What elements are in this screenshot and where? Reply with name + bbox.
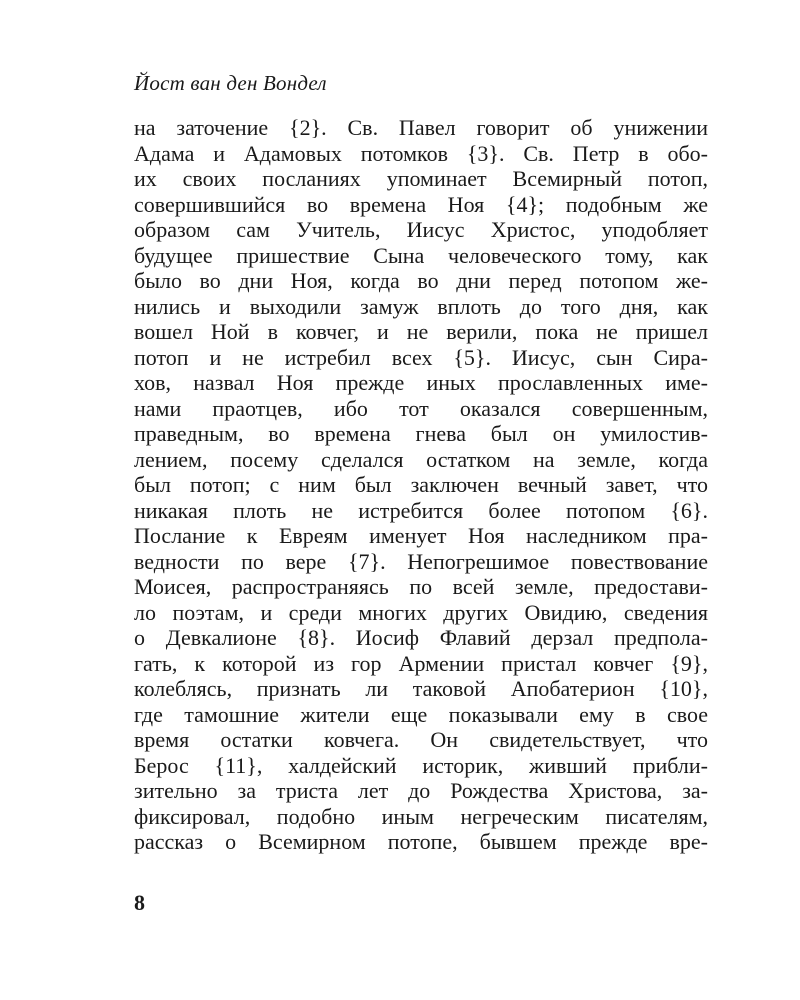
text-line: колеблясь, признать ли таковой Апобатерион {10}, bbox=[134, 676, 708, 701]
text-line: ло поэтам, и среди многих других Овидию, сведения bbox=[134, 599, 708, 625]
text-line: никакая плоть не истребится более потопом {6}. bbox=[134, 497, 708, 523]
text-line: гать, к которой из гор Армении пристал ковчег {9}, bbox=[134, 650, 708, 676]
text-line: совершившийся во времена Ноя {4}; подобным же bbox=[134, 191, 708, 217]
text-line: нились и выходили замуж вплоть до того дня, как bbox=[134, 293, 708, 319]
text-line: зительно за триста лет до Рождества Христова, за- bbox=[134, 778, 708, 803]
text-line: потоп и не истребил всех {5}. Иисус, сын Сира- bbox=[134, 344, 708, 370]
text-line: Послание к Евреям именует Ноя наследником пра- bbox=[134, 523, 708, 548]
text-line: где тамошние жители еще показывали ему в свое bbox=[134, 701, 708, 727]
text-line: нами праотцев, ибо тот оказался совершенным, bbox=[134, 395, 708, 421]
text-line: будущее пришествие Сына человеческого тому, как bbox=[134, 242, 708, 268]
text-line: на заточение {2}. Св. Павел говорит об унижении bbox=[134, 115, 708, 140]
text-line: их своих посланиях упоминает Всемирный потоп, bbox=[134, 166, 708, 191]
text-line: Моисея, распространяясь по всей земле, предостави- bbox=[134, 574, 708, 599]
text-line: лением, посему сделался остатком на земле, когда bbox=[134, 446, 708, 472]
text-line: рассказ о Всемирном потопе, бывшем прежде вре- bbox=[134, 829, 708, 854]
text-line: хов, назвал Ноя прежде иных прославленных име- bbox=[134, 370, 708, 395]
text-line: фиксировал, подобно иным негреческим писателям, bbox=[134, 803, 708, 829]
text-line: ведности по вере {7}. Непогрешимое повествование bbox=[134, 548, 708, 574]
text-line: время остатки ковчега. Он свидетельствует, что bbox=[134, 727, 708, 752]
text-line: был потоп; с ним был заключен вечный завет, что bbox=[134, 472, 708, 497]
text-line: вошел Ной в ковчег, и не верили, пока не пришел bbox=[134, 319, 708, 344]
text-line: Берос {11}, халдейский историк, живший прибли- bbox=[134, 752, 708, 778]
text-line: Адама и Адамовых потомков {3}. Св. Петр в обо- bbox=[134, 140, 708, 166]
text-line: о Девкалионе {8}. Иосиф Флавий дерзал предпола- bbox=[134, 625, 708, 650]
page-number: 8 bbox=[134, 890, 145, 915]
text-line: праведным, во времена гнева был он умилостив- bbox=[134, 421, 708, 446]
body-text bbox=[134, 115, 708, 855]
text-line: было во дни Ноя, когда во дни перед потопом же- bbox=[134, 268, 708, 293]
text-line: образом сам Учитель, Иисус Христос, уподобляет bbox=[134, 217, 708, 242]
running-head-title: Йост ван ден Вондел bbox=[134, 71, 327, 95]
